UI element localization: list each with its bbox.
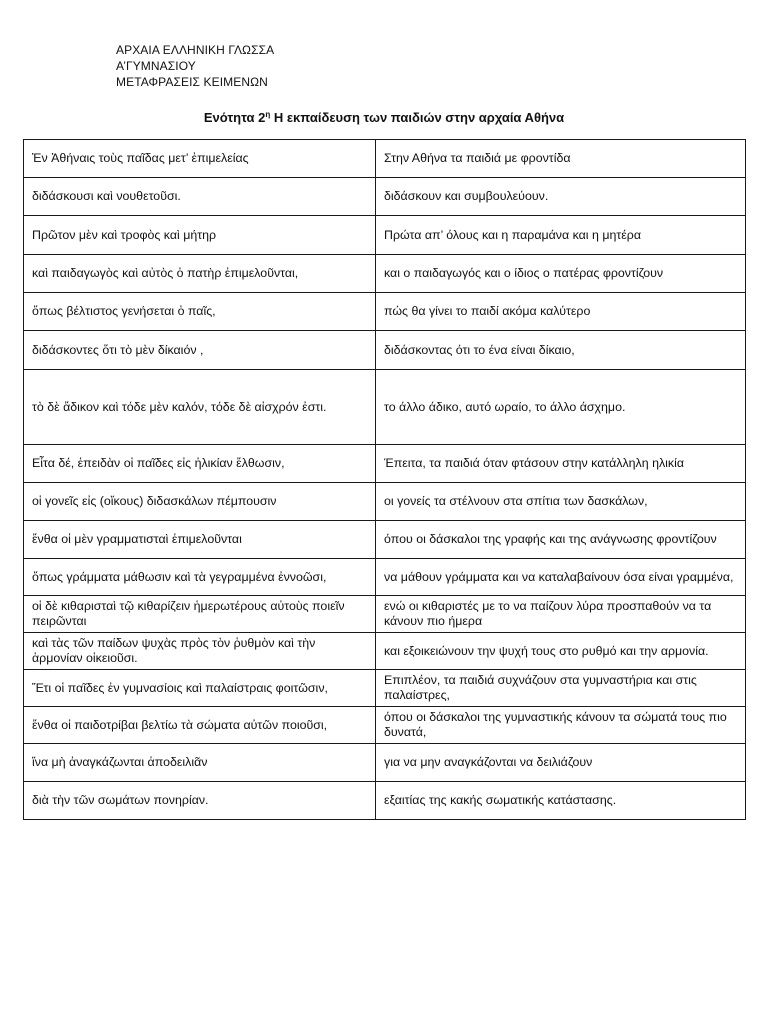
ancient-text-cell: Ἔτι οἱ παῖδες ἐν γυμνασίοις καὶ παλαίστραις φοιτῶσιν, xyxy=(24,670,376,707)
modern-translation-cell: όπου οι δάσκαλοι της γραφής και της ανάγνωσης φροντίζουν xyxy=(376,521,746,559)
ancient-text-cell: ὅπως γράμματα μάθωσιν καὶ τὰ γεγραμμένα ἐννοῶσι, xyxy=(24,559,376,596)
table-row xyxy=(24,140,746,178)
ancient-text-cell: τὸ δὲ ἄδικον καὶ τόδε μὲν καλόν, τόδε δὲ αἰσχρόν ἐστι. xyxy=(24,370,376,445)
modern-translation-cell: το άλλο άδικο, αυτό ωραίο, το άλλο άσχημο. xyxy=(376,370,746,445)
modern-translation-cell: διδάσκοντας ότι το ένα είναι δίκαιο, xyxy=(376,331,746,370)
modern-translation-cell: Έπειτα, τα παιδιά όταν φτάσουν στην κατάλληλη ηλικία xyxy=(376,445,746,483)
ancient-text-cell: διὰ τὴν τῶν σωμάτων πονηρίαν. xyxy=(24,782,376,820)
table-row xyxy=(24,178,746,216)
table-row xyxy=(24,483,746,521)
table-row xyxy=(24,670,746,707)
ancient-text-cell: διδάσκοντες ὅτι τὸ μὲν δίκαιόν , xyxy=(24,331,376,370)
table-row xyxy=(24,707,746,744)
ancient-text-cell: καὶ τὰς τῶν παίδων ψυχὰς πρὸς τὸν ῥυθμὸν καὶ τὴν ἁρμονίαν οἰκειοῦσι. xyxy=(24,633,376,670)
table-row xyxy=(24,633,746,670)
ancient-text-cell: ἔνθα οἱ μὲν γραμματισταὶ ἐπιμελοῦνται xyxy=(24,521,376,559)
table-row xyxy=(24,521,746,559)
subject-title: ΑΡΧΑΙΑ ΕΛΛΗΝΙΚΗ ΓΛΩΣΣΑ xyxy=(116,43,275,57)
modern-translation-cell: να μάθουν γράμματα και να καταλαβαίνουν όσα είναι γραμμένα, xyxy=(376,559,746,596)
ancient-text-cell: διδάσκουσι καὶ νουθετοῦσι. xyxy=(24,178,376,216)
ancient-text-cell: Ἐν Ἀθήναις τοὺς παῖδας μετ’ ἐπιμελείας xyxy=(24,140,376,178)
ancient-text-cell: ἔνθα οἱ παιδοτρίβαι βελτίω τὰ σώματα αὐτῶν ποιοῦσι, xyxy=(24,707,376,744)
table-row xyxy=(24,293,746,331)
class-level: Α’ΓΥΜΝΑΣΙΟΥ xyxy=(116,59,196,73)
ancient-text-cell: Εἶτα δέ, ἐπειδὰν οἱ παῖδες εἰς ἡλικίαν ἔλθωσιν, xyxy=(24,445,376,483)
unit-title-text: Η εκπαίδευση των παιδιών στην αρχαία Αθήνα xyxy=(270,110,565,125)
table-row xyxy=(24,216,746,255)
ancient-text-cell: καὶ παιδαγωγὸς καὶ αὐτὸς ὁ πατὴρ ἐπιμελοῦνται, xyxy=(24,255,376,293)
modern-translation-cell: και εξοικειώνουν την ψυχή τους στο ρυθμό και την αρμονία. xyxy=(376,633,746,670)
table-row xyxy=(24,331,746,370)
modern-translation-cell: πώς θα γίνει το παιδί ακόμα καλύτερο xyxy=(376,293,746,331)
document-header xyxy=(116,42,274,90)
translation-table xyxy=(23,139,746,820)
table-row xyxy=(24,370,746,445)
translation-table-body xyxy=(24,140,746,820)
modern-translation-cell: Στην Αθήνα τα παιδιά με φροντίδα xyxy=(376,140,746,178)
modern-translation-cell: διδάσκουν και συμβουλεύουν. xyxy=(376,178,746,216)
unit-number: Ενότητα 2 xyxy=(203,110,266,125)
modern-translation-cell: Πρώτα απ’ όλους και η παραμάνα και η μητέρα xyxy=(376,216,746,255)
unit-ordinal-suffix: η xyxy=(265,110,271,119)
modern-translation-cell: Επιπλέον, τα παιδιά συχνάζουν στα γυμναστήρια και στις παλαίστρες, xyxy=(376,670,746,707)
table-row xyxy=(24,445,746,483)
modern-translation-cell: για να μην αναγκάζονται να δειλιάζουν xyxy=(376,744,746,782)
modern-translation-cell: οι γονείς τα στέλνουν στα σπίτια των δασκάλων, xyxy=(376,483,746,521)
document-type: ΜΕΤΑΦΡΑΣΕΙΣ ΚΕΙΜΕΝΩΝ xyxy=(116,75,268,89)
modern-translation-cell: ενώ οι κιθαριστές με το να παίζουν λύρα προσπαθούν να τα κάνουν πιο ήμερα xyxy=(376,596,746,633)
table-row xyxy=(24,559,746,596)
table-row xyxy=(24,596,746,633)
ancient-text-cell: ὅπως βέλτιστος γενήσεται ὁ παῖς, xyxy=(24,293,376,331)
unit-heading xyxy=(0,106,768,127)
modern-translation-cell: και ο παιδαγωγός και ο ίδιος ο πατέρας φροντίζουν xyxy=(376,255,746,293)
modern-translation-cell: εξαιτίας της κακής σωματικής κατάστασης. xyxy=(376,782,746,820)
ancient-text-cell: οἱ γονεῖς εἰς (οἴκους) διδασκάλων πέμπουσιν xyxy=(24,483,376,521)
table-row xyxy=(24,782,746,820)
table-row xyxy=(24,255,746,293)
ancient-text-cell: ἵνα μὴ ἀναγκάζωνται ἀποδειλιᾶν xyxy=(24,744,376,782)
modern-translation-cell: όπου οι δάσκαλοι της γυμναστικής κάνουν τα σώματά τους πιο δυνατά, xyxy=(376,707,746,744)
table-row xyxy=(24,744,746,782)
ancient-text-cell: οἱ δὲ κιθαρισταὶ τῷ κιθαρίζειν ἡμερωτέρους αὐτοὺς ποιεῖν πειρῶνται xyxy=(24,596,376,633)
ancient-text-cell: Πρῶτον μὲν καὶ τροφὸς καὶ μήτηρ xyxy=(24,216,376,255)
